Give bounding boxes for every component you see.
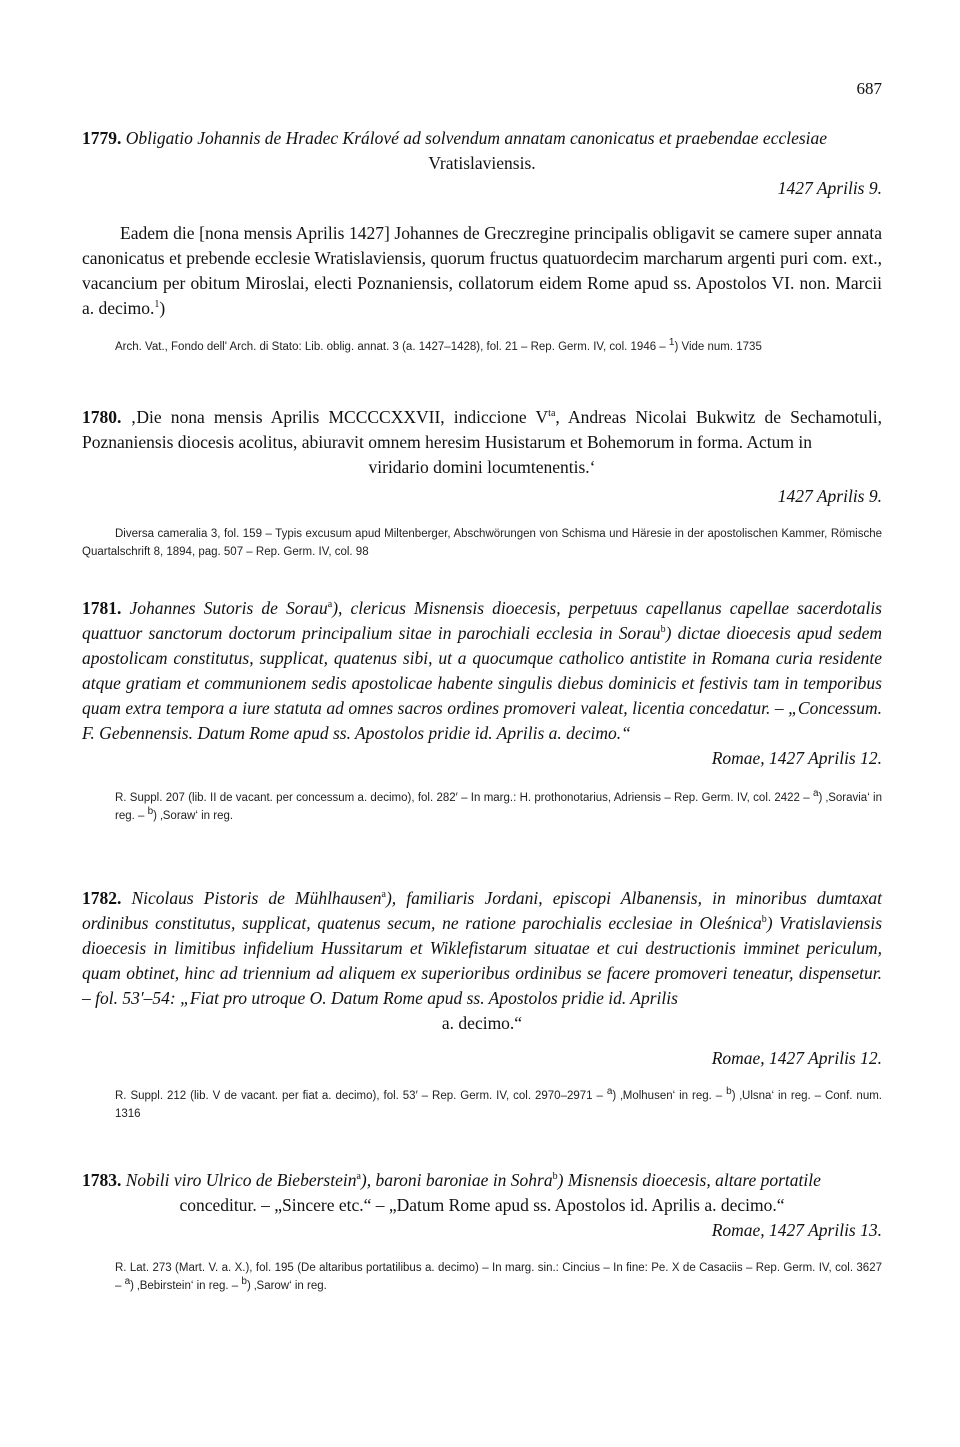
note-text: ) ‚Sarow‘ in reg. <box>246 1280 327 1292</box>
note-text: ) ‚Soravia‘ in reg. – <box>115 792 882 822</box>
footnote-mark: a <box>327 599 333 611</box>
entry-title-cont: Vratislaviensis. <box>428 153 536 173</box>
entry-1782 <box>82 886 882 1123</box>
footnote-mark: a <box>606 1086 613 1098</box>
entry-text-cont: conceditur. – „Sincere etc.“ – „Datum Rome apud ss. Apostolos id. Aprilis a. decimo.“ <box>179 1195 785 1215</box>
entry-text <box>82 886 882 1011</box>
note-text: R. Suppl. 207 (lib. II de vacant. per concessum a. decimo), fol. 282′ – In marg.: H. prothonotarius, Adriensis – Rep. Germ. IV, col. 2422 – <box>115 792 813 804</box>
source-note <box>82 338 882 356</box>
entry-date: 1427 Aprilis 9. <box>777 486 882 506</box>
source-note <box>82 1259 882 1295</box>
note-text: ) Vide num. 1735 <box>674 341 762 353</box>
entry-body-text: ‚Die nona mensis Aprilis MCCCCXXVII, indiccione V <box>130 407 549 427</box>
footnote-mark: b <box>761 914 767 926</box>
entry-body-text: , Andreas Nicolai Bukwitz de Sechamotuli, Poznaniensis diocesis acolitus, abiuravit omnem heresim Husistarum et Bohemorum in forma. Actum in <box>82 407 883 452</box>
footnote-mark: b <box>660 624 666 636</box>
entry-date: Romae, 1427 Aprilis 12. <box>711 1048 882 1068</box>
entry-number: 1783. <box>82 1170 122 1190</box>
entry-body-text: Johannes Sutoris de Sorau <box>129 598 328 618</box>
note-text: ) ‚Bebirstein‘ in reg. – <box>130 1280 242 1292</box>
entry-body-text: ) dictae dioecesis apud sedem apostolicam constitutus, supplicat, quatenus sibi, ut a quocumque catholico antistite in Romana curia residente atque gratiam et communionem sedis apostolicae habente singulis diebus dominicis et festivis tam in temporibus quam extra tempora a iure statuta ad omnes sacros ordines promoveri valeat, licentia concedatur. – „Concessum. F. Gebennensis. Datum Rome apud ss. Apostolos pridie id. Aprilis a. decimo.“ <box>82 623 882 743</box>
entry-text <box>82 405 882 455</box>
footnote-mark: a <box>812 788 819 800</box>
footnote-mark: b <box>147 806 154 818</box>
entry-body-text: Nicolaus Pistoris de Mühlhausen <box>131 888 382 908</box>
footnote-mark: a <box>124 1276 131 1288</box>
entry-body-text: ), familiaris Jordani, episcopi Albanensis, in minoribus dumtaxat ordinibus constitutus, supplicat, quatenus secum, ne ratione parochialis ecclesiae in Oleśnica <box>82 888 883 933</box>
footnote-mark: b <box>552 1171 558 1183</box>
entry-number: 1781. <box>82 598 122 618</box>
footnote-mark: 1 <box>154 299 160 311</box>
entry-text-cont: a. decimo.“ <box>441 1013 523 1033</box>
note-text: ) ‚Molhusen‘ in reg. – <box>612 1090 727 1102</box>
entry-1779 <box>82 126 882 356</box>
entry-number: 1782. <box>82 888 122 908</box>
source-note: Diversa cameralia 3, fol. 159 – Typis excusum apud Miltenberger, Abschwörungen von Schisma und Häresie in der apostolischen Kammer, Römische Quartalschrift 8, 1894, pag. 507 – Rep. Germ. IV, col. 98 <box>82 528 882 558</box>
footnote-mark: b <box>726 1086 732 1098</box>
note-text: R. Lat. 273 (Mart. V. a. X.), fol. 195 (De altaribus portatilibus a. decimo) – In marg. sin.: Cincius – In fine: Pe. X de Casaciis – Rep. Germ. IV, col. 3627 – <box>115 1262 882 1292</box>
footnote-mark: a <box>381 889 386 901</box>
note-text: Arch. Vat., Fondo dell' Arch. di Stato: Lib. oblig. annat. 3 (a. 1427–1428), fol. 21 – Rep. Germ. IV, col. 1946 – <box>115 341 669 353</box>
entry-1783 <box>82 1168 882 1295</box>
entry-heading <box>82 126 882 151</box>
footnote-mark: a <box>356 1171 361 1183</box>
entry-text <box>82 596 882 746</box>
entry-body <box>82 221 882 321</box>
note-text: ) ‚Soraw‘ in reg. <box>153 810 234 822</box>
entry-body-text: ), baroni baroniae in Sohra <box>360 1170 553 1190</box>
entry-1780 <box>82 405 882 561</box>
page-number: 687 <box>856 79 882 98</box>
footnote-mark: b <box>241 1276 247 1288</box>
footnote-mark: 1 <box>668 337 675 349</box>
entry-text-cont: viridario domini locumtenentis.‘ <box>368 457 596 477</box>
entry-title: Obligatio Johannis de Hradec Králové ad solvendum annatam canonicatus et praebendae ecclesiae <box>125 128 828 148</box>
entry-body-text: ) Vratislaviensis dioecesis in limitibus infidelium Hussitarum et Wiklefistarum situatae et cui destructionis imminet periculum, quam obtinet, hinc ad triennium ad aliquem ex superioribus ordinibus se facere promoveri teneatur, dispensetur. – fol. 53′–54: „Fiat pro utroque O. Datum Rome apud ss. Apostolos pridie id. Aprilis <box>82 913 883 1008</box>
entry-number: 1780. <box>82 407 122 427</box>
entry-date: Romae, 1427 Aprilis 12. <box>711 748 882 768</box>
entry-date: 1427 Aprilis 9. <box>777 178 882 198</box>
entry-number: 1779. <box>82 128 122 148</box>
entry-body-text: Nobili viro Ulrico de Bieberstein <box>125 1170 357 1190</box>
entry-text <box>82 1168 882 1193</box>
body-text: ) <box>159 298 166 318</box>
entry-body-text: ), clericus Misnensis dioecesis, perpetuus capellanus capellae sacerdotalis quattuor sanctorum doctorum principalium sitae in parochiali ecclesia in Sorau <box>82 598 882 643</box>
entry-date: Romae, 1427 Aprilis 13. <box>711 1220 882 1240</box>
entry-1781 <box>82 596 882 825</box>
note-text: ) ‚Ulsna‘ in reg. – Conf. num. 1316 <box>115 1090 882 1120</box>
superscript: ta <box>548 408 556 420</box>
source-note <box>82 789 882 825</box>
entry-body-text: ) Misnensis dioecesis, altare portatile <box>557 1170 821 1190</box>
note-text: R. Suppl. 212 (lib. V de vacant. per fiat a. decimo), fol. 53′ – Rep. Germ. IV, col. 2970–2971 – <box>115 1090 607 1102</box>
source-note <box>82 1087 882 1123</box>
body-text: Eadem die [nona mensis Aprilis 1427] Johannes de Greczregine principalis obligavit se camere super annata canonicatus et prebende ecclesie Wratislaviensis, quorum fructus quatuordecim marcharum argenti puri com. ext., vacancium per obitum Miroslai, electi Poznaniensis, collatorum eidem Rome apud ss. Apostolos VI. non. Marcii a. decimo. <box>82 223 882 318</box>
